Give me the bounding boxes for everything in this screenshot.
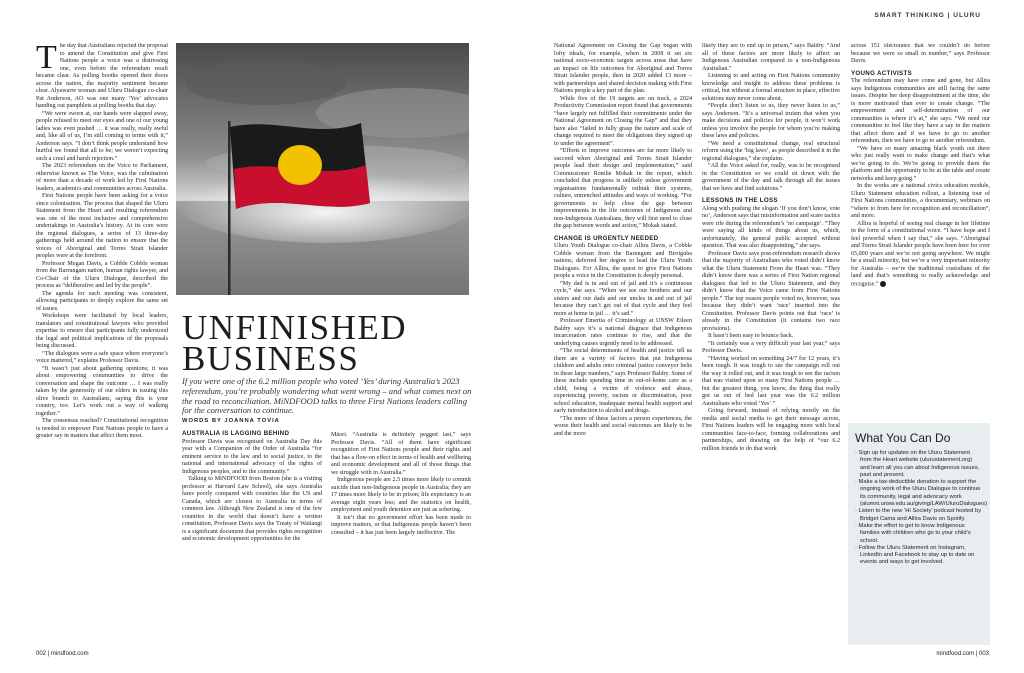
col4-paragraph: “The social determinants of health and justice tell us there are a variety of factors that put Indigenous children and adults onto criminal justice conveyor belts in these large numbers,” says Professor Baldry. Some of these include spending time in out-of-home care as a child, being a victim of violence and abuse, experiencing poverty, racism or discrimination, poor school education, inadequate mental health support and early introduction to alcohol and drugs. xyxy=(554,348,692,414)
col2-paragraph: Professor Davis was recognised on Australia Day this year with a Companion of the Order of Australia “for eminent service to the law and to social justice, to the national and international advocacy of the rights of Indigenous peoples, and to the community.” xyxy=(182,438,322,475)
column-3 xyxy=(331,432,471,644)
column-1 xyxy=(36,43,168,643)
col1-paragraph-1: The day that Australians rejected the proposal to amend the Constitution and give First Nations people a voice was a distressing one, even before the referendum result became clear. As polling booths opened their doors across the nation, the majority sentiment became clear. Alyawarre woman and Uluru Dialogue co-chair Pat Anderson, AO was one many ‘Yes’ advocates handing out pamphlets at polling booths that day. xyxy=(36,43,168,109)
col1-paragraph: Professor Megan Davis, a Cobble Cobble woman from the Barrungam nation, human rights lawyer, and Co-Chair of the Uluru Dialogue, described the process as “deliberative and led by the people”. xyxy=(36,260,168,289)
section-header: SMART THINKING | ULURU xyxy=(874,12,981,19)
col4-paragraph: Uluru Youth Dialogue co-chair Allira Davis, a Cobble Cobble woman from the Barungum and Birriguba nations, deferred her degree to lead the Uluru Youth Dialogues. For Allira, the quest to give First Nations people a voice in the Constitution is deeply personal. xyxy=(554,243,692,279)
col1-paragraph: The consensus reached? Constitutional recognition is needed to empower First Nations people to have a greater say in matters that affect them most. xyxy=(36,418,168,439)
byline: WORDS BY JOANNA TOVIA xyxy=(182,418,280,424)
col6-paragraph: across 151 electorates that we couldn’t do before because we were so small in number,” says Professor Davis. xyxy=(851,43,990,64)
subheading-change: CHANGE IS URGENTLY NEEDED xyxy=(554,234,659,242)
aboriginal-flag-photo xyxy=(176,43,469,295)
standfirst: If you were one of the 6.2 million people who voted ‘Yes’ during Australia’s 2023 referendum, you’re probably wondering what went wrong – and what comes next on the road to reconciliation. MiNDFOOD talks to three First Nations leaders calling for the conversation to continue. xyxy=(182,376,472,416)
column-4 xyxy=(554,43,692,645)
subheading-lessons: LESSONS IN THE LOSS xyxy=(702,197,778,204)
box-list-item: · Make a tax-deductible donation to support the ongoing work of the Uluru Dialogue to continue its community, legal and advocacy work (alumni.unsw.edu.au/giving/LAW/UluruDialogues) xyxy=(855,479,988,508)
col5-paragraph: likely they are to end up in prison,” says Baldry. “And all of these factors are more likely to affect an Indigenous Australian compared to a non-Indigenous Australian.” xyxy=(702,43,840,72)
box-list-item: · Listen to the new ‘Hi Society’ podcast hosted by Bridget Cama and Allira Davis on Spotify. xyxy=(855,508,982,522)
col1-paragraph: Workshops were facilitated by local leaders, translators and constitutional lawyers who provided expertise to ensure that participants fully understood the legal and political implications of the proposals being discussed. xyxy=(36,313,168,349)
col5-paragraph: “Having worked on something 24/7 for 12 years, it’s been tough. It was tough to see the campaign roll out the way it rolled out, and it was tough to see the racism that was visited upon so many First Nations people … but the greatest thing, you know, the thing that really got us out of bed last year was the 6.2 million Australians who voted ‘Yes’.” xyxy=(702,355,840,407)
col4-paragraph: “The more of these factors a person experiences, the worse their health and social outcomes are likely to be and the more xyxy=(554,415,692,437)
col4-paragraph: National Agreement on Closing the Gap began with lofty ideals, for example, when in 2008 it set six national socio-economic targets across areas that have an impact on life outcomes for Aboriginal and Torres Strait Islander people, then in 2020 added 13 more – with partnerships and shared decision making with First Nations people a key part of the plan. xyxy=(554,43,692,94)
footer-right: mindfood.com | 003 xyxy=(936,651,989,657)
column-6 xyxy=(851,43,990,417)
column-5 xyxy=(702,43,840,645)
col4-paragraph: While five of the 19 targets are on track, a 2024 Productivity Commission report found that governments “have largely not fulfilled their commitments under the National Agreement on Closing the Gap” and that they have also “failed to fully grasp the nature and scale of change required to meet the obligations they signed up to under the agreement”. xyxy=(554,95,692,147)
col1-paragraph: First Nations people have been asking for a voice since colonisation. The process that shaped the Uluru Statement from the Heart and resulting referendum was one of the most inclusive and comprehensive undertakings in Australia’s history. At its core were the regional dialogues, a series of 13 three-day gatherings held around the nation to ensure that the voices of Aboriginal and Torres Strait Islander peoples were at the forefront. xyxy=(36,193,168,259)
col6-paragraph: The referendum may have come and gone, but Allira says Indigenous communities are still facing the same issues. Despite her deep disappointment at the time, she is more motivated than ever to create change. “The empowerment and self-determination of our communities is where it’s at,” she says. “We need our communities to feel like they have a say in the matters that affect them and if we have to go to another referendum, then we have to go to another referendum. xyxy=(851,78,990,144)
col5-paragraph: It hasn’t been easy to bounce back. xyxy=(708,333,794,339)
col1-paragraph: The agenda for each meeting was consistent, allowing participants to deeply explore the same set of issues. xyxy=(36,290,168,312)
col1-paragraph: “We were sworn at, our hands were slapped away, people refused to meet our eyes and one of our young ladies was even pushed … it was really, really awful and, like all of us, I’m still coming to terms with it,” Anderson says. “I don’t think people understand how hurtful we found that all to be; we weren’t expecting such a cruel and harsh rejection.” xyxy=(36,110,168,162)
col3-paragraph: Māori. “Australia is definitely pegged last,” says Professor Davis. “All of them have significant recognition of First Nations people and their rights and that has a flow-on effect in terms of health and wellbeing and economic development and all of those things that we struggle with in Australia.” xyxy=(331,432,471,476)
col2-paragraph: Talking to MiNDFOOD from Boston (she is a visiting professor at Harvard Law School), she says Australia fares poorly compared with countries like the US and Canada, which are closest to Australia in terms of common law. Although New Zealand is one of the few countries in the world that doesn’t have a written constitution, Professor Davis says the Treaty of Waitangi is a significant document that provides rights recognition and economic development opportunities for the xyxy=(182,476,322,542)
col5-paragraph: Going forward, instead of relying mostly on the media and social media to get their message across, First Nations leaders will be engaging more with local communities face-to-face, forming collaborations and partnerships, and drawing on the help of “our 6.2 million friends to do that work xyxy=(702,408,840,452)
col6-paragraph: “We have so many amazing black youth out there who just really want to make change and that’s what we’re going to do. We’re going to provide them the platform and the opportunity to be at the table and create networks and keep going.” xyxy=(851,145,990,182)
box-title: What You Can Do xyxy=(855,431,951,445)
col3-paragraph: It isn’t that no government effort has been made to improve matters, or that Indigenous people haven’t been consulted – it has just been largely ineffective. The xyxy=(331,514,471,536)
column-2 xyxy=(182,426,322,644)
col5-paragraph: Professor Davis says post-referendum research shows that the majority of Australians who voted didn’t know what the Uluru Statement From the Heart was. “They didn’t know there was a series of First Nation regional dialogues that led to the Uluru Statement, and they didn’t know that the Voice came from First Nations people.” The top reason people voted no, however, was because they didn’t want ‘race’ inserted into the Constitution. Professor Davis points out that ‘race’ is already in the Constitution (it contains two race provisions). xyxy=(702,250,840,332)
col5-paragraph: “All the Voice asked for, really, was to be recognised in the Constitution so we could sit down with the government of the day and talk through all the issues that we have and find solutions.” xyxy=(702,163,840,192)
drop-cap: T xyxy=(36,43,57,76)
box-list-item: · Follow the Uluru Statement on Instagram, LinkedIn and Facebook to stay up to date on events and ways to get involved. xyxy=(855,544,975,566)
article-title: UNFINISHED BUSINESS xyxy=(182,308,407,378)
col5-paragraph: “It certainly was a very difficult year last year,” says Professor Davis. xyxy=(702,340,840,354)
col3-paragraph: Indigenous people are 2.5 times more likely to commit suicide than non-Indigenous people in Australia; they are 17 times more likely to be in prison; life expectancy is an average eight years less; and the statistics on health, employment and youth detention are just as sobering. xyxy=(331,477,471,513)
col4-paragraph: “My dad is in and out of jail and it’s a continuous cycle,” she says. “When we see our brothers and our sisters and our dads and our uncles in and out of jail because they can’t get out of that cycle and they feel more at home in jail … it’s sad.” xyxy=(554,280,692,317)
col6-paragraph: In the works are a national civics education module, Uluru Statement education rollout, a listening tour of First Nations communities, a documentary, webinars on “where to from here for recognition and reconciliation”, and more. xyxy=(851,183,990,219)
what-you-can-do-box xyxy=(848,423,990,645)
col5-paragraph: “People don’t listen to us, they never listen to us,” says Anderson. “It’s a universal truism that when you make decisions and policies for people, it won’t work unless you involve the people for whom you’re making these laws and policies. xyxy=(702,103,840,139)
box-list-item: · Make the effort to get to know Indigenous families with children who go to your child’s school. xyxy=(855,522,971,544)
flag-illustration xyxy=(176,43,469,295)
col5-paragraph: “We need a constitutional change, real structural reform using the ‘big laws’, as people described it in the regional dialogues,” she explains. xyxy=(702,140,840,162)
box-list xyxy=(855,450,988,567)
subheading-young-activists: YOUNG ACTIVISTS xyxy=(851,69,912,77)
col1-paragraph: The 2023 referendum on the Voice to Parliament, otherwise known as The Voice, was the culmination of more than a decade of work led by First Nations leaders, academics and communities across Australia. xyxy=(36,163,168,192)
end-mark-icon xyxy=(880,281,886,287)
col6-paragraph: Allira is hopeful of seeing real change in her lifetime in the form of a constitutional voice. “I have hope and I feel powerful when I say that,” she says. “Aboriginal and Torres Strait Islander people have been here for over 65,000 years and we’re not going anywhere. We might be a small minority, but we’re a very important minority for Australia – we’re the traditional custodians of the land and that’s something to really acknowledge and recognise.” xyxy=(851,220,990,287)
col5-paragraph: Along with pushing the slogan ‘If you don’t know, vote no’, Anderson says that misinformation and scare tactics were rife during the referendum’s ‘no campaign’. “They were saying all kinds of things about us, which, unfortunately, the general public accepted without question. That was also disappointing,” she says. xyxy=(702,205,840,249)
col4-paragraph: “Efforts to improve outcomes are far more likely to succeed when Aboriginal and Torres Strait Islander people lead their design and implementation,” said Commissioner Romlie Mokak in the report, which concluded that progress is unlikely unless government organisations fundamentally rethink their systems, culture, entrenched attitudes and ways of working. “For governments to help close the gap between improvements in the life outcomes of Indigenous and non-Indigenous Australians, they will first need to close the gap between words and action,” Mokak stated. xyxy=(554,148,692,229)
footer-left: 002 | mindfood.com xyxy=(36,651,89,657)
col5-paragraph: Listening to and acting on First Nations community knowledge and insight to address these problems is critical, but without a formal structure in place, effective solutions may never come about. xyxy=(702,73,840,102)
col1-paragraph: “The dialogues were a safe space where everyone’s voice mattered,” explains Professor Davis. xyxy=(36,350,168,364)
col4-paragraph: Professor Emerita of Criminology at UNSW Eileen Baldry says it’s a national disgrace that Indigenous incarceration rates continue to rise, and that the underlying causes urgently need to be addressed. xyxy=(554,318,692,347)
box-list-item: · Sign up for updates on the Uluru Statement from the Heart website (ulurustatement.org) and learn all you can about Indigenous issues, past and present. xyxy=(855,450,980,478)
subheading-lagging: AUSTRALIA IS LAGGING BEHIND xyxy=(182,430,290,437)
col1-paragraph: “It wasn’t just about gathering opinions; it was about empowering communities to drive the conversation and shape the outcome … I was really taken by the generosity of our elders in issuing this olive branch to Australians, saying this is your country, too. Let’s work out a way of walking together.” xyxy=(36,365,168,417)
